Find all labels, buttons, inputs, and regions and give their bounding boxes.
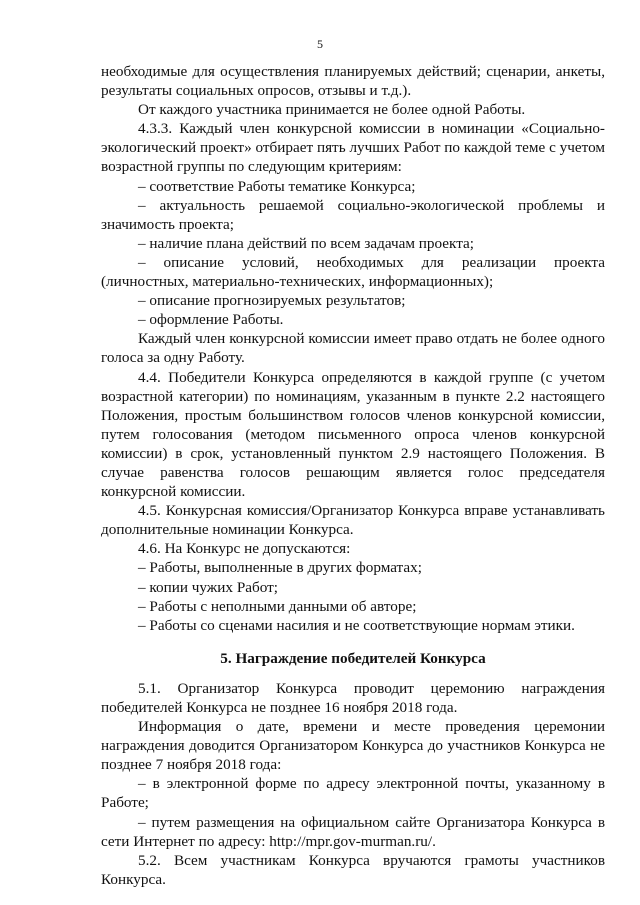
paragraph: От каждого участника принимается не более одной Работы. <box>138 101 526 119</box>
list-item: – оформление Работы. <box>138 311 284 329</box>
section-heading: 5. Награждение победителей Конкурса <box>220 649 486 667</box>
paragraph: 4.6. На Конкурс не допускаются: <box>138 540 351 558</box>
list-item: – соответствие Работы тематике Конкурса; <box>138 177 416 195</box>
list-item: – описание условий, необходимых для реализации проекта (личностных, материально-технических, информационных); <box>101 253 605 291</box>
section-5 <box>101 679 605 889</box>
list-item: – путем размещения на официальном сайте Организатора Конкурса в сети Интернет по адресу: http://mpr.gov-murman.ru/. <box>101 813 605 850</box>
list-item: – описание прогнозируемых результатов; <box>138 292 406 310</box>
list-item: – Работы со сценами насилия и не соответствующие нормам этики. <box>138 616 575 634</box>
list-item: – копии чужих Работ; <box>138 578 278 596</box>
paragraph: 5.1. Организатор Конкурса проводит церемонию награждения победителей Конкурса не позднее 16 ноября 2018 года. <box>101 679 605 716</box>
list-item: – Работы с неполными данными об авторе; <box>138 597 417 615</box>
list-item: – наличие плана действий по всем задачам проекта; <box>138 234 474 252</box>
paragraph: 5.2. Всем участникам Конкурса вручаются грамоты участников Конкурса. <box>101 851 605 888</box>
page-number: 5 <box>317 37 323 51</box>
section-4-continuation <box>101 62 605 635</box>
paragraph: Каждый член конкурсной комиссии имеет право отдать не более одного голоса за одну Работу. <box>101 330 605 367</box>
document-body <box>101 62 605 889</box>
list-item: – Работы, выполненные в других форматах; <box>138 559 422 577</box>
paragraph: 4.4. Победители Конкурса определяются в каждой группе (с учетом возрастной категории) по номинациям, указанным в пункте 2.2 настоящего Положения, простым большинством голосов членов конкурсной комиссии, путем голосования (методом письменного опроса членов конкурсной комиссии) в срок, установленный пунктом 2.9 настоящего Положения. В случае равенства голосов решающим является голос председателя конкурсной комиссии. <box>101 368 605 501</box>
paragraph: Информация о дате, времени и месте проведения церемонии награждения доводится Организатором Конкурса до участников Конкурса не позднее 7 ноября 2018 года: <box>101 718 605 774</box>
list-item: – актуальность решаемой социально-экологической проблемы и значимость проекта; <box>101 196 605 233</box>
list-item: – в электронной форме по адресу электронной почты, указанному в Работе; <box>101 775 605 812</box>
paragraph: 4.3.3. Каждый член конкурсной комиссии в номинации «Социально-экологический проект» отбирает пять лучших Работ по каждой теме с учетом возрастной группы по следующим критериям: <box>101 120 605 176</box>
paragraph: необходимые для осуществления планируемых действий; сценарии, анкеты, результаты социальных опросов, отзывы и т.д.). <box>101 63 605 100</box>
paragraph: 4.5. Конкурсная комиссия/Организатор Конкурса вправе устанавливать дополнительные номинации Конкурса. <box>101 502 605 539</box>
